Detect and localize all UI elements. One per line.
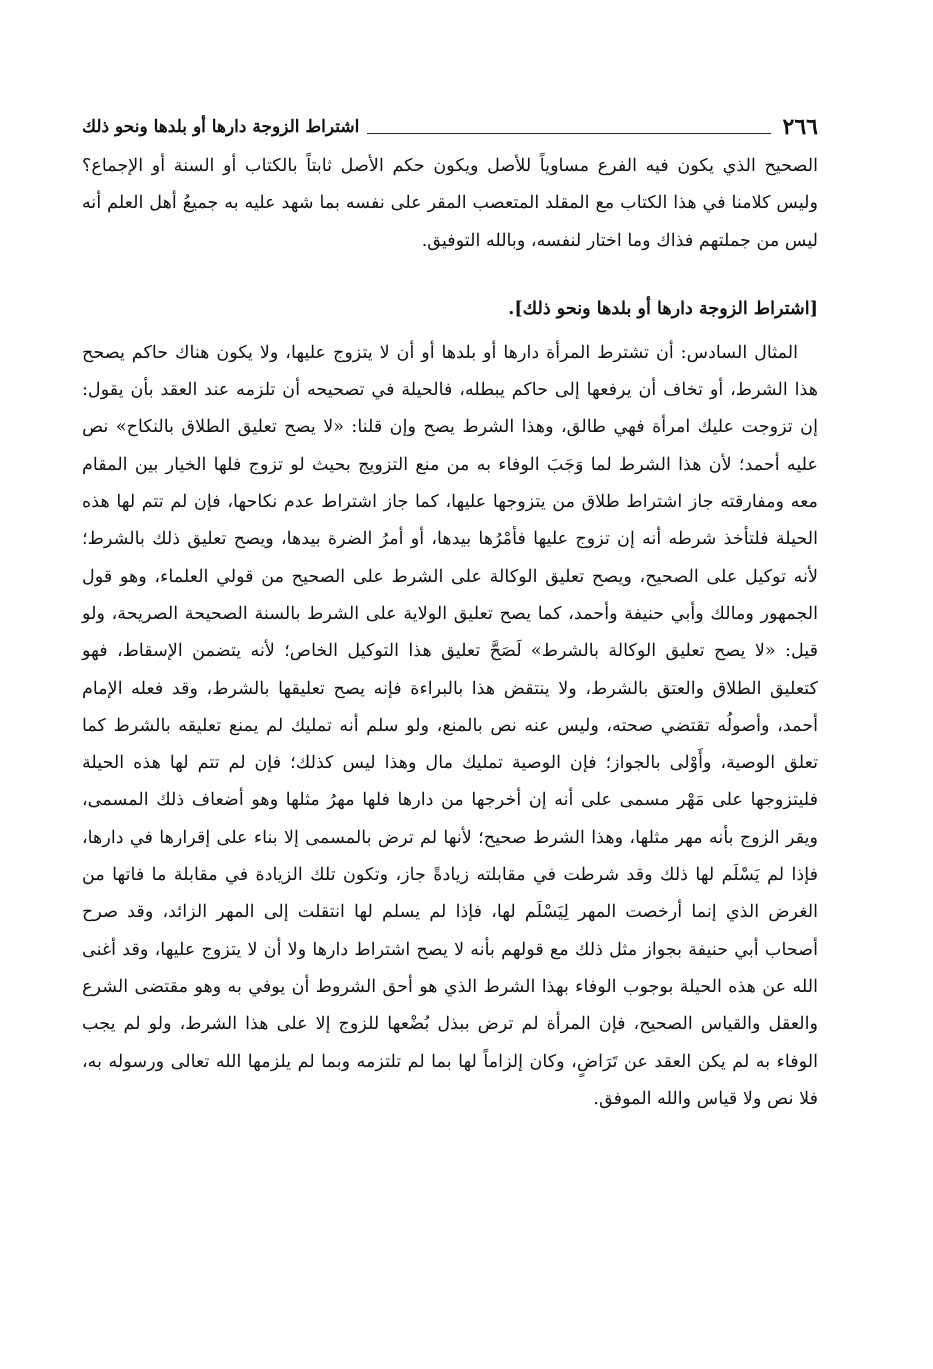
running-head [82,108,818,146]
body-paragraph: المثال السادس: أن تشترط المرأة دارها أو بلدها أو أن لا يتزوج عليها، ولا يكون هناك حاكم يصحح هذا الشرط، أو تخاف أن يرفعها إلى حاكم يبطله، فالحيلة في تصحيحه أن تلزمه عند العقد بأن يقول: إن تزوجت عليك امرأة فهي طالق، وهذا الشرط يصح وإن قلنا: «لا يصح تعليق الطلاق بالنكاح» نص عليه أحمد؛ لأن هذا الشرط لما وَجَبَ الوفاء به من منع التزويج بحيث لو تزوج فلها الخيار بين المقام معه ومفارقته جاز اشتراط طلاق من يتزوجها عليها، كما جاز اشتراط عدم نكاحها، فإن لم تتم لها هذه الحيلة فلتأخذ شرطه أنه إن تزوج عليها فأمْرُها بيدها، أو أمرُ الضرة بيدها، ويصح تعليق ذلك بالشرط؛ لأنه توكيل على الصحيح، ويصح تعليق الوكالة على الشرط على الصحيح من قولي العلماء، وهو قول الجمهور ومالك وأبي حنيفة وأحمد، كما يصح تعليق الولاية على الشرط بالسنة الصحيحة الصريحة، ولو قيل: «لا يصح تعليق الوكالة بالشرط» لَصَحَّ تعليق هذا التوكيل الخاص؛ لأنه يتضمن الإسقاط، فهو كتعليق الطلاق والعتق بالشرط، ولا ينتقض هذا بالبراءة فإنه يصح تعليقها بالشرط، وقد فعله الإمام أحمد، وأصولُه تقتضي صحته، وليس عنه نص بالمنع، ولو سلم أنه تمليك لم يمنع تعليقه بالشرط كما تعلق الوصية، وأَوْلى بالجواز؛ فإن الوصية تمليك مال وهذا ليس كذلك؛ فإن لم تتم لها هذه الحيلة فليتزوجها على مَهْر مسمى على أنه إن أخرجها من دارها فلها مهرُ مثلها وهو أضعاف ذلك المسمى، ويقر الزوج بأنه مهر مثلها، وهذا الشرط صحيح؛ لأنها لم ترض بالمسمى إلا بناء على إقرارها في دارها، فإذا لم يَسْلَم لها ذلك وقد شرطت في مقابلته زيادةً جاز، وتكون تلك الزيادة في مقابلة ما فاتها من الغرض الذي إنما أرخصت المهر لِيَسْلَم لها، فإذا لم يسلم لها انتقلت إلى المهر الزائد، وقد صرح أصحاب أبي حنيفة بجواز مثل ذلك مع قولهم بأنه لا يصح اشتراط دارها ولا أن لا يتزوج عليها، وقد أغنى الله عن هذه الحيلة بوجوب الوفاء بهذا الشرط الذي هو أحق الشروط أن يوفي به وهو مقتضى الشرع والعقل والقياس الصحيح، فإن المرأة لم ترض ببذل بُضْعها للزوج إلا على هذا الشرط، ولو لم يجب الوفاء به لم يكن العقد عن تَرَاضٍ، وكان إلزاماً لها بما لم تلتزمه وبما لم يلزمها الله تعالى ورسوله به، فلا نص ولا قياس والله الموفق. [82,342,818,1109]
section-heading: [اشتراط الزوجة دارها أو بلدها ونحو ذلك]. [508,297,818,319]
running-head-title: اشتراط الزوجة دارها أو بلدها ونحو ذلك [82,117,360,137]
page-number: ٢٦٦ [782,114,818,140]
book-page [82,108,818,1308]
header-rule [367,133,770,134]
intro-paragraph: الصحيح الذي يكون فيه الفرع مساوياً للأصل ويكون حكم الأصل ثابتاً بالكتاب أو السنة أو الإجماع؟ وليس كلامنا في هذا الكتاب مع المقلد المتعصب المقر على نفسه بما شهد عليه به جميعُ أهل العلم أنه ليس من جملتهم فذاك وما اختار لنفسه، وبالله التوفيق. [82,156,818,251]
